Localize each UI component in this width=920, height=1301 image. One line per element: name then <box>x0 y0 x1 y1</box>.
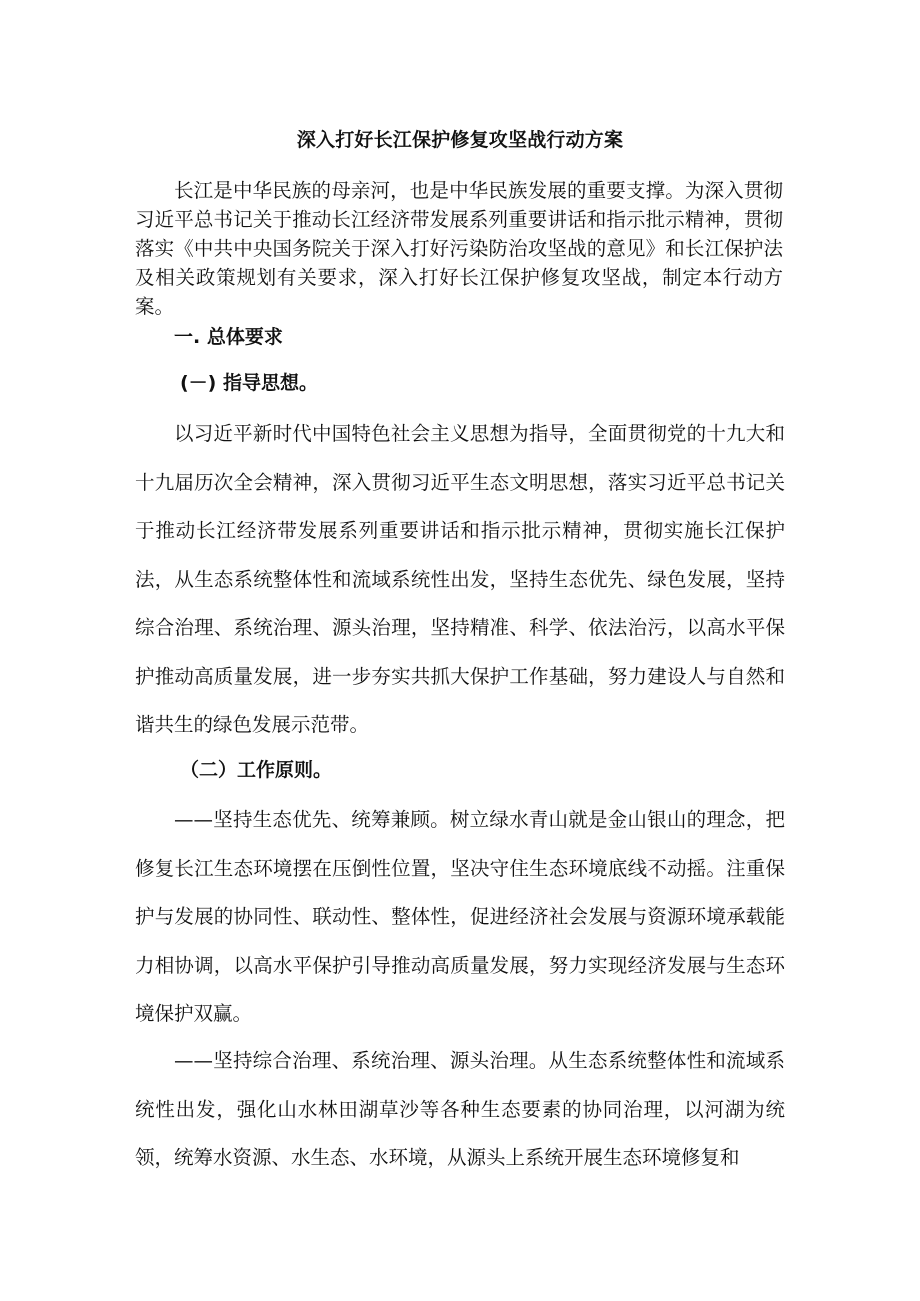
intro-paragraph: 长江是中华民族的母亲河，也是中华民族发展的重要支撑。为深入贯彻习近平总书记关于推动长江经济带发展系列重要讲话和指示批示精神，贯彻落实《中共中央国务院关于深入打好污染防治攻坚战的意见》和长江保护法及相关政策规划有关要求，深入打好长江保护修复攻坚战，制定本行动方案。 <box>135 179 783 318</box>
section-heading-overall-requirements: 一. 总体要求 <box>174 326 283 348</box>
principle-paragraph-ecology-first: ——坚持生态优先、统筹兼顾。树立绿水青山就是金山银山的理念，把修复长江生态环境摆在压倒性位置，坚决守住生态环境底线不动摇。注重保护与发展的协同性、联动性、整体性，促进经济社会发展与资源环境承载能力相协调，以高水平保护引导推动高质量发展，努力实现经济发展与生态环境保护双赢。 <box>135 808 785 1025</box>
principle-paragraph-comprehensive-governance: ——坚持综合治理、系统治理、源头治理。从生态系统整体性和流域系统性出发，强化山水林田湖草沙等各种生态要素的协同治理，以河湖为统领，统筹水资源、水生态、水环境，从源头上系统开展生态环境修复和 <box>135 1049 785 1169</box>
subsection-heading-guiding-ideology: (－) 指导思想。 <box>180 372 318 394</box>
subsection-heading-work-principles: （二）工作原则。 <box>180 759 333 781</box>
document-title: 深入打好长江保护修复攻坚战行动方案 <box>296 129 624 151</box>
guiding-ideology-paragraph: 以习近平新时代中国特色社会主义思想为指导，全面贯彻党的十九大和十九届历次全会精神，深入贯彻习近平生态文明思想，落实习近平总书记关于推动长江经济带发展系列重要讲话和指示批示精神，贯彻实施长江保护法，从生态系统整体性和流域系统性出发，坚持生态优先、绿色发展，坚持综合治理、系统治理、源头治理，坚持精准、科学、依法治污，以高水平保护推动高质量发展，进一步夯实共抓大保护工作基础，努力建设人与自然和谐共生的绿色发展示范带。 <box>135 422 785 736</box>
